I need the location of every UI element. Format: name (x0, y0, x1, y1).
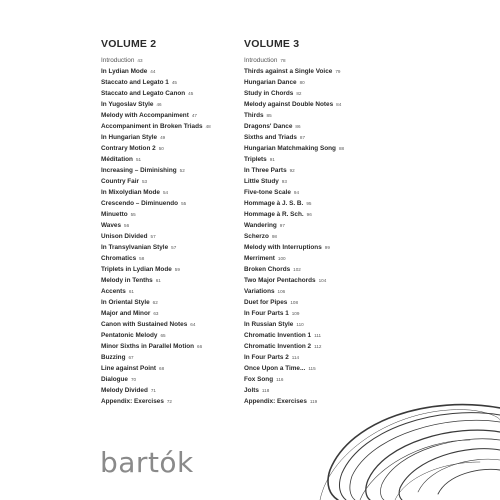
toc-entry-title: Canon with Sustained Notes (101, 321, 188, 328)
toc-entry-title: Introduction (101, 57, 135, 64)
toc-entry (244, 132, 374, 143)
toc-entry-page: 55 (181, 201, 187, 206)
toc-entry-page: 47 (191, 113, 197, 118)
toc-entry (244, 330, 374, 341)
toc-entry-page: 85 (266, 113, 272, 118)
toc-entry-title: Méditation (101, 156, 133, 163)
toc-entry-page: 61 (128, 289, 134, 294)
toc-entry (244, 77, 374, 88)
toc-entry-page: 65 (160, 333, 166, 338)
toc-entry (101, 176, 226, 187)
toc-entry-title: Chromatic Invention 1 (244, 332, 312, 339)
volume-3-section (244, 38, 374, 407)
toc-entry (101, 77, 226, 88)
toc-entry-page: 54 (162, 190, 169, 195)
toc-entry (244, 231, 374, 242)
toc-entry (244, 121, 374, 132)
toc-entry (244, 308, 374, 319)
toc-entry (244, 154, 374, 165)
toc-entry-title: Introduction (244, 57, 278, 64)
toc-entry-title: In Oriental Style (101, 299, 150, 306)
toc-entry-page: 114 (291, 355, 300, 360)
toc-entry-title: Triplets (244, 156, 267, 163)
toc-entry-title: Dialogue (101, 376, 128, 383)
toc-entry-page: 56 (124, 223, 130, 228)
toc-entry (101, 121, 226, 132)
toc-entry-title: Study in Chords (244, 90, 294, 97)
toc-entry (244, 264, 374, 275)
toc-entry-title: In Four Parts 2 (244, 354, 289, 361)
toc-entry-page: 45 (171, 80, 177, 85)
toc-entry-title: Line against Point (101, 365, 157, 372)
toc-entry-title: Variations (244, 288, 275, 295)
toc-entry-page: 79 (335, 69, 341, 74)
toc-entry-title: In Hungarian Style (101, 134, 158, 141)
toc-entry-page: 108 (290, 300, 298, 305)
toc-entry-page: 93 (281, 179, 287, 184)
toc-entry-title: Melody Divided (101, 387, 148, 394)
toc-entry-page: 98 (271, 234, 277, 239)
toc-entry-page: 92 (289, 168, 295, 173)
toc-entry-page: 46 (156, 102, 162, 107)
toc-entry (101, 110, 226, 121)
toc-entry (101, 341, 226, 352)
toc-entry (101, 165, 226, 176)
toc-entry (101, 253, 226, 264)
toc-entry-page: 112 (314, 344, 322, 349)
toc-entry-title: Thirds against a Single Voice (244, 68, 333, 75)
toc-entry (244, 187, 374, 198)
toc-entry-title: Melody with Interruptions (244, 244, 322, 251)
toc-entry (101, 308, 226, 319)
toc-entry (101, 352, 226, 363)
toc-entry-page: 64 (190, 322, 196, 327)
toc-entry-title: Chromatic Invention 2 (244, 343, 312, 350)
toc-entry-page: 50 (158, 146, 164, 151)
toc-entry (101, 220, 226, 231)
toc-entry-title: Buzzing (101, 354, 126, 361)
toc-entry (101, 132, 226, 143)
toc-entry-title: Fox Song (244, 376, 274, 383)
toc-entry (244, 55, 374, 66)
toc-entry-page: 106 (277, 289, 286, 294)
toc-entry-title: Jolts (244, 387, 259, 394)
toc-entry-page: 84 (336, 102, 342, 107)
toc-entry (101, 275, 226, 286)
toc-entry (244, 209, 374, 220)
toc-entry (244, 176, 374, 187)
toc-entry-title: Appendix: Exercises (101, 398, 164, 405)
toc-entry-title: Melody with Accompaniment (101, 112, 189, 119)
toc-entry-title: Minuetto (101, 211, 128, 218)
toc-entry-page: 68 (159, 366, 165, 371)
toc-entry-title: Increasing – Diminishing (101, 167, 177, 174)
toc-entry-title: Melody in Tenths (101, 277, 153, 284)
toc-entry-title: In Russian Style (244, 321, 294, 328)
toc-entry (101, 396, 226, 407)
toc-entry-page: 63 (153, 311, 159, 316)
toc-entry-page: 53 (142, 179, 148, 184)
toc-entry-page: 111 (314, 333, 322, 338)
toc-entry (101, 55, 226, 66)
toc-entry (101, 363, 226, 374)
toc-entry-page: 48 (205, 124, 211, 129)
toc-entry-title: Broken Chords (244, 266, 291, 273)
toc-entry-title: Waves (101, 222, 122, 229)
toc-entry (101, 286, 226, 297)
toc-entry-title: Staccato and Legato Canon (101, 90, 186, 97)
toc-entry-title: In Four Parts 1 (244, 310, 289, 317)
toc-entry-page: 110 (296, 322, 304, 327)
toc-entry-page: 97 (279, 223, 285, 228)
toc-entry (101, 330, 226, 341)
toc-entry (244, 352, 374, 363)
toc-entry-title: Unison Divided (101, 233, 148, 240)
toc-entry (101, 297, 226, 308)
toc-entry-page: 57 (171, 245, 177, 250)
toc-entry-page: 59 (174, 267, 180, 272)
toc-entry-page: 58 (139, 256, 145, 261)
toc-entry (101, 198, 226, 209)
toc-entry-page: 115 (308, 366, 316, 371)
toc-entry-title: In Transylvanian Style (101, 244, 169, 251)
toc-entry-page: 51 (135, 157, 142, 162)
toc-entry-title: Crescendo – Diminuendo (101, 200, 179, 207)
toc-entry-title: Dragons' Dance (244, 123, 293, 130)
toc-entry-page: 91 (269, 157, 275, 162)
toc-entry-page: 61 (155, 278, 161, 283)
toc-entry-title: Country Fair (101, 178, 139, 185)
toc-entry (244, 242, 374, 253)
toc-entry (244, 341, 374, 352)
toc-entry-title: Pentatonic Melody (101, 332, 158, 339)
toc-entry-title: Melody against Double Notes (244, 101, 334, 108)
toc-entry (244, 319, 374, 330)
toc-entry (244, 363, 374, 374)
toc-entry-title: Accompaniment in Broken Triads (101, 123, 203, 130)
toc-entry-page: 57 (150, 234, 156, 239)
toc-entry (101, 242, 226, 253)
toc-entry-title: In Lydian Mode (101, 68, 148, 75)
toc-entry-title: Wandering (244, 222, 277, 229)
toc-entry-page: 87 (299, 135, 306, 140)
toc-entry-title: Two Major Pentachords (244, 277, 316, 284)
toc-entry-page: 70 (131, 377, 137, 382)
toc-entry-page: 72 (166, 399, 172, 404)
toc-entry-page: 52 (179, 168, 185, 173)
toc-entry (244, 143, 374, 154)
toc-entry (244, 99, 374, 110)
toc-entry-title: Contrary Motion 2 (101, 145, 156, 152)
toc-entry (244, 220, 374, 231)
toc-entry (101, 88, 226, 99)
toc-entry (244, 374, 374, 385)
volume-3-title: VOLUME 3 (244, 38, 300, 50)
toc-entry-page: 109 (291, 311, 300, 316)
toc-entry-title: Appendix: Exercises (244, 398, 307, 405)
volume-2-section (101, 38, 226, 407)
toc-entry-page: 86 (295, 124, 301, 129)
toc-entry-title: Once Upon a Time... (244, 365, 306, 372)
toc-entry-page: 45 (188, 91, 194, 96)
toc-entry-title: Triplets in Lydian Mode (101, 266, 172, 273)
toc-entry (244, 275, 374, 286)
toc-entry (101, 66, 226, 77)
toc-entry-page: 44 (150, 69, 156, 74)
toc-entry-page: 99 (324, 245, 330, 250)
toc-entry-title: In Mixolydian Mode (101, 189, 160, 196)
toc-entry-page: 82 (296, 91, 302, 96)
toc-entry-page: 119 (309, 399, 318, 404)
toc-entry-title: Hommage à J. S. B. (244, 200, 304, 207)
toc-entry (244, 385, 374, 396)
toc-entry-title: Five-tone Scale (244, 189, 291, 196)
toc-entry (101, 154, 226, 165)
toc-entry (101, 319, 226, 330)
toc-entry-page: 94 (293, 190, 300, 195)
toc-entry-page: 49 (160, 135, 166, 140)
toc-entry-title: Sixths and Triads (244, 134, 297, 141)
toc-entry-page: 62 (152, 300, 158, 305)
toc-entry (244, 297, 374, 308)
volume-2-list (101, 55, 226, 407)
toc-entry-title: Duet for Pipes (244, 299, 288, 306)
toc-entry-title: Accents (101, 288, 126, 295)
toc-entry-title: Hommage à R. Sch. (244, 211, 304, 218)
toc-entry (244, 198, 374, 209)
toc-entry-title: Merriment (244, 255, 275, 262)
toc-entry (101, 385, 226, 396)
toc-entry (244, 88, 374, 99)
brand-logo: bartók (100, 446, 194, 479)
toc-entry (244, 396, 374, 407)
toc-entry (101, 187, 226, 198)
toc-entry-title: Little Study (244, 178, 279, 185)
toc-entry (101, 143, 226, 154)
toc-entry (244, 165, 374, 176)
volume-2-title: VOLUME 2 (101, 38, 157, 50)
toc-entry (101, 231, 226, 242)
toc-entry-title: Thirds (244, 112, 264, 119)
toc-entry-title: Staccato and Legato 1 (101, 79, 169, 86)
volume-3-list (244, 55, 374, 407)
toc-entry-page: 95 (306, 201, 312, 206)
toc-entry (101, 374, 226, 385)
toc-entry-title: Scherzo (244, 233, 269, 240)
toc-entry (244, 110, 374, 121)
toc-entry-title: Hungarian Dance (244, 79, 297, 86)
toc-entry-page: 55 (130, 212, 136, 217)
toc-entry-title: In Yugoslav Style (101, 101, 154, 108)
toc-entry (244, 286, 374, 297)
toc-entry-page: 67 (128, 355, 134, 360)
toc-entry-page: 43 (137, 58, 143, 63)
toc-entry-page: 118 (261, 388, 270, 393)
toc-entry-title: Major and Minor (101, 310, 151, 317)
toc-entry (101, 209, 226, 220)
toc-entry-page: 78 (280, 58, 286, 63)
toc-entry-page: 88 (338, 146, 345, 151)
toc-entry (244, 66, 374, 77)
toc-entry-title: Hungarian Matchmaking Song (244, 145, 336, 152)
toc-entry-title: In Three Parts (244, 167, 287, 174)
toc-entry-page: 102 (293, 267, 301, 272)
toc-entry (244, 253, 374, 264)
toc-entry-title: Chromatics (101, 255, 137, 262)
toc-entry-page: 80 (299, 80, 305, 85)
toc-entry-page: 104 (318, 278, 327, 283)
toc-entry (101, 99, 226, 110)
toc-entry-page: 66 (197, 344, 203, 349)
toc-entry-title: Minor Sixths in Parallel Motion (101, 343, 195, 350)
toc-entry-page: 100 (277, 256, 286, 261)
toc-entry-page: 116 (276, 377, 284, 382)
toc-entry-page: 71 (150, 388, 156, 393)
toc-entry-page: 96 (306, 212, 312, 217)
toc-entry (101, 264, 226, 275)
